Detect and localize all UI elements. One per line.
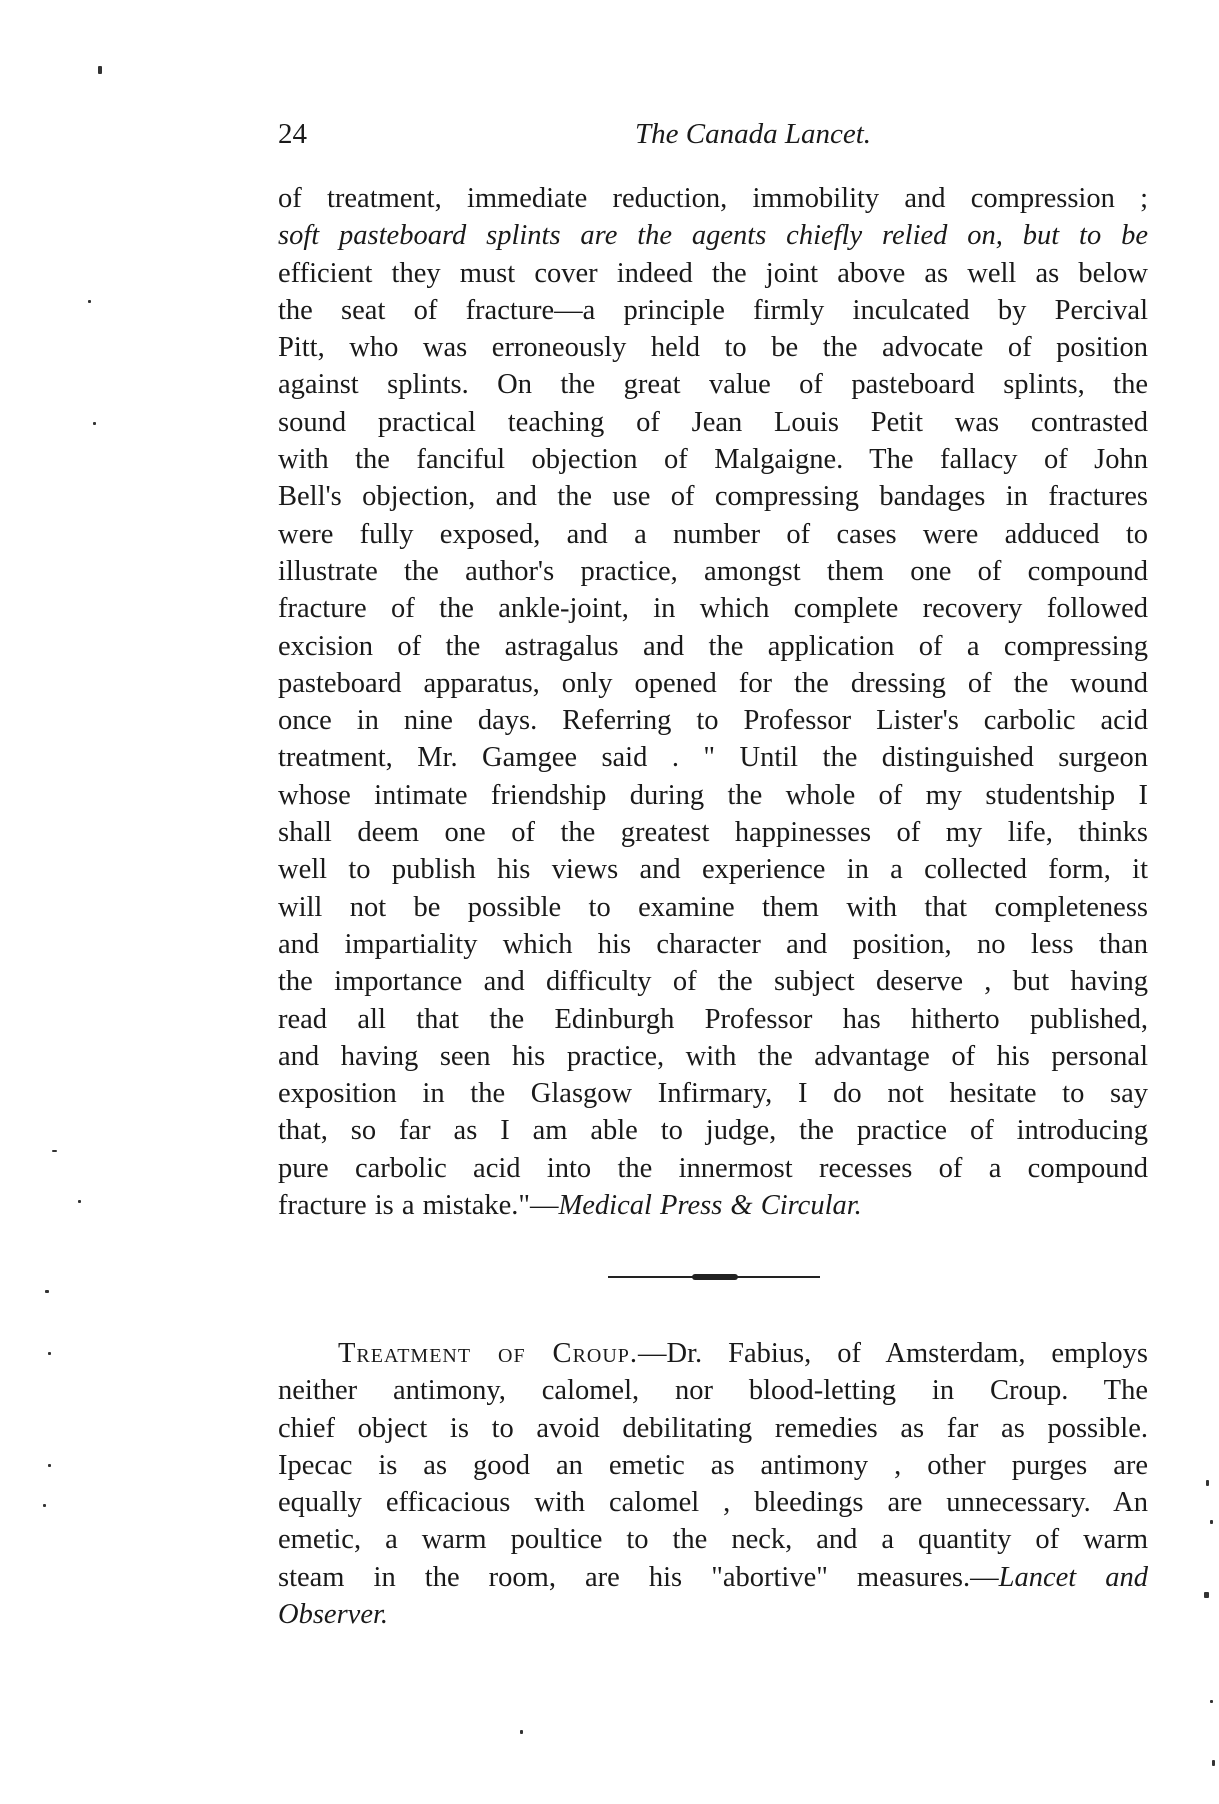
text-line: pasteboard apparatus, only opened for the dressing of the wound	[278, 667, 1148, 699]
text-line: of treatment, immediate reduction, immobility and compression ;	[278, 183, 1148, 214]
running-title: The Canada Lancet.	[634, 118, 872, 150]
text-line	[278, 1335, 1148, 1372]
text-line: treatment, Mr. Gamgee said . " Until the distinguished surgeon	[278, 742, 1148, 774]
text-line: will not be possible to examine them with that completeness	[278, 891, 1148, 923]
text-line: that, so far as I am able to judge, the practice of introducing	[278, 1115, 1148, 1147]
text-line: read all that the Edinburgh Professor has hitherto published,	[278, 1003, 1148, 1035]
text-line: Bell's objection, and the use of compressing bandages in fractures	[278, 481, 1148, 513]
separator-ornament	[692, 1274, 738, 1280]
text-line: and having seen his practice, with the advantage of his personal	[278, 1040, 1148, 1072]
text-line: the importance and difficulty of the subject deserve , but having	[278, 966, 1148, 998]
article-treatment-of-croup	[278, 1335, 1148, 1633]
text-line: shall deem one of the greatest happinesses of my life, thinks	[278, 817, 1148, 849]
source-citation-continued: Observer.	[278, 1599, 389, 1631]
first-line-text: —Dr. Fabius, of Amsterdam, employs	[638, 1338, 1148, 1369]
margin-speck	[43, 1504, 46, 1507]
margin-speck	[93, 422, 96, 425]
text-line: illustrate the author's practice, amongst them one of compound	[278, 555, 1148, 587]
text-line: once in nine days. Referring to Professor Lister's carbolic acid	[278, 705, 1148, 737]
closing-text: steam in the room, are his "abortive" measures.—	[278, 1561, 999, 1593]
margin-speck	[1210, 1700, 1213, 1703]
text-line: pure carbolic acid into the innermost recesses of a compound	[278, 1152, 1148, 1184]
text-line-last	[278, 1187, 1148, 1224]
text-line: excision of the astragalus and the application of a compressing	[278, 630, 1148, 662]
text-line: soft pasteboard splints are the agents chiefly relied on, but to be	[278, 220, 1148, 252]
article-fracture-treatment	[278, 180, 1148, 1224]
margin-speck	[520, 1730, 523, 1734]
article-body	[278, 1335, 1148, 1633]
text-line: and impartiality which his character and position, no less than	[278, 928, 1148, 960]
text-line: equally efficacious with calomel , bleedings are unnecessary. An	[278, 1487, 1148, 1519]
margin-speck	[45, 1290, 49, 1293]
margin-speck	[1212, 1760, 1215, 1766]
running-header	[278, 118, 1148, 158]
text-line: Pitt, who was erroneously held to be the advocate of position	[278, 332, 1148, 364]
text-line: emetic, a warm poultice to the neck, and a quantity of warm	[278, 1524, 1148, 1556]
source-citation: Lancet and	[998, 1561, 1148, 1593]
text-line: exposition in the Glasgow Infirmary, I do not hesitate to say	[278, 1078, 1148, 1110]
section-separator	[608, 1273, 820, 1281]
margin-speck	[98, 66, 102, 74]
page-number: 24	[278, 118, 307, 150]
text-line: fracture of the ankle-joint, in which complete recovery followed	[278, 593, 1148, 625]
text-line: Ipecac is as good an emetic as antimony , other purges are	[278, 1449, 1148, 1481]
margin-speck	[78, 1200, 81, 1203]
article-body	[278, 180, 1148, 1224]
margin-speck	[48, 1464, 51, 1467]
margin-speck	[48, 1352, 51, 1355]
text-line: the seat of fracture—a principle firmly inculcated by Percival	[278, 294, 1148, 326]
text-line: sound practical teaching of Jean Louis Petit was contrasted	[278, 406, 1148, 438]
margin-speck	[1206, 1480, 1209, 1486]
text-line: were fully exposed, and a number of cases were adduced to	[278, 518, 1148, 550]
margin-speck	[52, 1150, 57, 1152]
closing-text: fracture is a mistake."—	[278, 1190, 559, 1222]
source-citation: Medical Press & Circular.	[558, 1190, 862, 1222]
margin-speck	[1210, 1520, 1213, 1524]
text-line: against splints. On the great value of pasteboard splints, the	[278, 369, 1148, 401]
text-line: neither antimony, calomel, nor blood-letting in Croup. The	[278, 1375, 1148, 1407]
text-line: efficient they must cover indeed the joint above as well as below	[278, 257, 1148, 289]
article-title: Treatment of Croup.	[338, 1338, 639, 1369]
margin-speck	[1204, 1592, 1209, 1598]
margin-speck	[88, 300, 91, 303]
text-line: whose intimate friendship during the whole of my studentship I	[278, 779, 1148, 811]
text-line: with the fanciful objection of Malgaigne. The fallacy of John	[278, 444, 1148, 476]
text-line: well to publish his views and experience in a collected form, it	[278, 854, 1148, 886]
text-line: chief object is to avoid debilitating remedies as far as possible.	[278, 1412, 1148, 1444]
text-line	[278, 1559, 1148, 1596]
